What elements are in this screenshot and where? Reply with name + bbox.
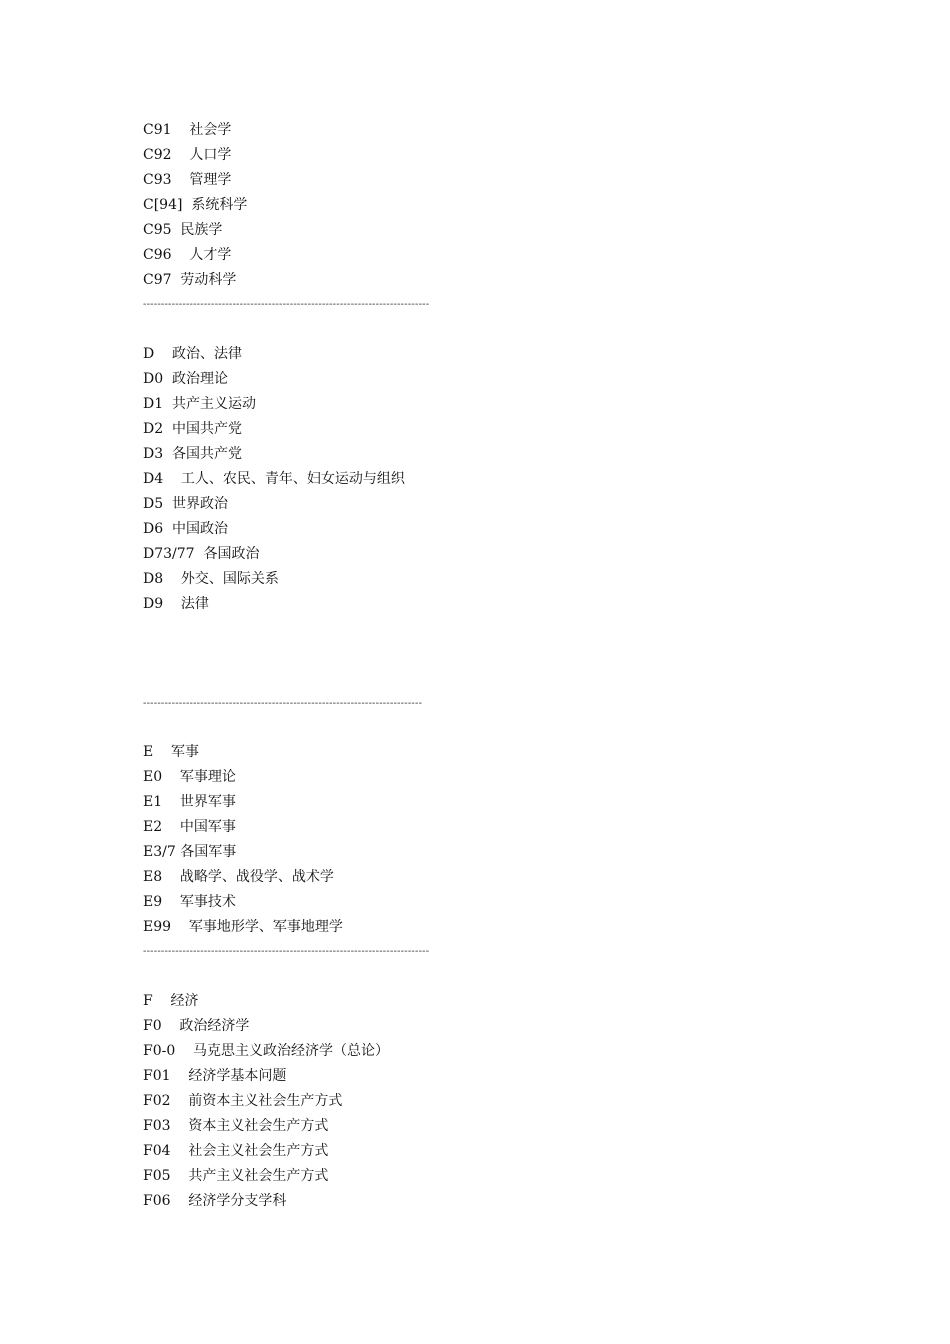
section-separator: ------------------------------------------------------------------------------ [143,698,423,709]
classification-line: F03 资本主义社会生产方式 [143,1118,329,1134]
classification-line: C95 民族学 [143,222,223,238]
classification-line: D2 中国共产党 [143,421,243,437]
classification-line: D4 工人、农民、青年、妇女运动与组织 [143,471,405,487]
classification-line: F 经济 [143,993,199,1009]
classification-line: E2 中国军事 [143,819,236,835]
classification-line: D5 世界政治 [143,496,229,512]
classification-line: E3/7 各国军事 [143,844,237,860]
section-separator: -------------------------------------------------------------------------------- [143,299,430,310]
classification-line: E99 军事地形学、军事地理学 [143,919,343,935]
classification-line: C[94] 系统科学 [143,197,248,213]
classification-line: F01 经济学基本问题 [143,1068,287,1084]
classification-line: F05 共产主义社会生产方式 [143,1168,329,1184]
classification-line: D8 外交、国际关系 [143,571,279,587]
classification-line: D1 共产主义运动 [143,396,257,412]
classification-line: E0 军事理论 [143,769,236,785]
classification-line: E9 军事技术 [143,894,236,910]
classification-line: C97 劳动科学 [143,272,237,288]
classification-line: C96 人才学 [143,247,232,263]
classification-line: C91 社会学 [143,122,232,138]
classification-line: D 政治、法律 [143,346,243,362]
classification-line: D0 政治理论 [143,371,229,387]
classification-line: D6 中国政治 [143,521,229,537]
classification-line: E 军事 [143,744,200,760]
classification-line: C92 人口学 [143,147,232,163]
classification-line: C93 管理学 [143,172,232,188]
classification-line: D3 各国共产党 [143,446,243,462]
classification-line: E1 世界军事 [143,794,236,810]
classification-line: D9 法律 [143,596,209,612]
classification-line: F04 社会主义社会生产方式 [143,1143,329,1159]
section-separator: -------------------------------------------------------------------------------- [143,946,430,957]
classification-line: F0-0 马克思主义政治经济学（总论） [143,1043,390,1059]
classification-line: F06 经济学分支学科 [143,1193,287,1209]
classification-line: E8 战略学、战役学、战术学 [143,869,334,885]
classification-line: F02 前资本主义社会生产方式 [143,1093,343,1109]
classification-line: D73/77 各国政治 [143,546,260,562]
classification-line: F0 政治经济学 [143,1018,250,1034]
